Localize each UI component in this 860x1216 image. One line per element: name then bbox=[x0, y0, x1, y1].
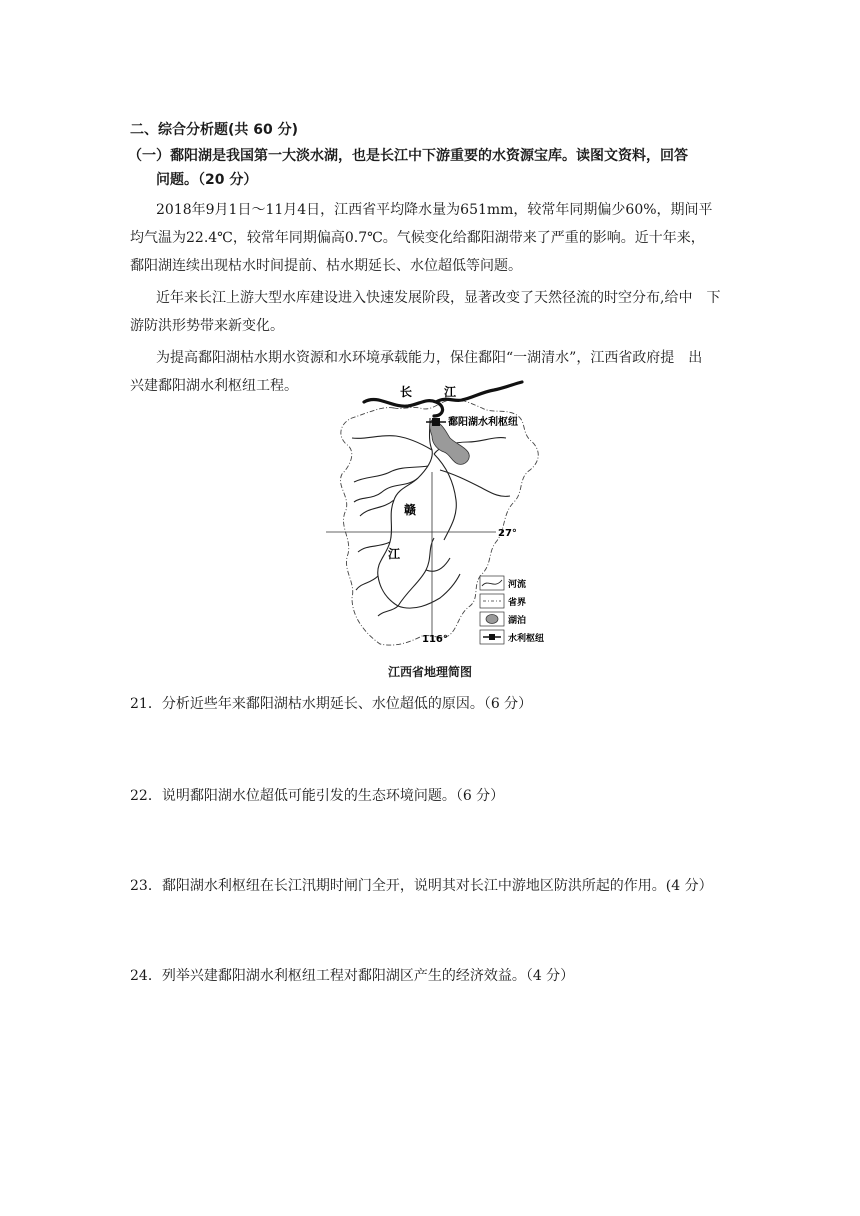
material-paragraph-3-line-2: 兴建鄱阳湖水利枢纽工程。 bbox=[130, 378, 298, 394]
material-paragraph-3: 为提高鄱阳湖枯水期水资源和水环境承载能力，保住鄱阳“一湖清水”，江西省政府提 出 bbox=[156, 350, 703, 366]
legend-hub-icon bbox=[489, 634, 495, 640]
latitude-longitude-lines bbox=[326, 472, 496, 640]
label-water-hub: 鄱阳湖水利枢纽 bbox=[448, 417, 518, 428]
material-paragraph-1-line-3: 鄱阳湖连续出现枯水时间提前、枯水期延长、水位超低等问题。 bbox=[130, 258, 522, 274]
latitude-label: 27° bbox=[498, 528, 517, 539]
jiangxi-map bbox=[322, 378, 558, 650]
section-intro: （一）鄱阳湖是我国第一大淡水湖，也是长江中下游重要的水资源宝库。读图文资料，回答 bbox=[128, 148, 688, 164]
legend-hub: 水利枢纽 bbox=[508, 634, 545, 644]
question-23: 23．鄱阳湖水利枢纽在长江汛期时闸门全开，说明其对长江中游地区防洪所起的作用。(4 分） bbox=[130, 878, 713, 894]
map-caption: 江西省地理简图 bbox=[387, 665, 472, 679]
legend-lake-icon bbox=[486, 615, 498, 624]
longitude-label: 116° bbox=[422, 634, 448, 645]
material-paragraph-1-line-2: 均气温为22.4℃，较常年同期偏高0.7℃。气候变化给鄱阳湖带来了严重的影响。近十年来， bbox=[130, 230, 705, 246]
material-paragraph-2-line-2: 游防洪形势带来新变化。 bbox=[130, 318, 284, 334]
material-paragraph-2: 近年来长江上游大型水库建设进入快速发展阶段，显著改变了天然径流的时空分布,给中 下 bbox=[156, 290, 721, 306]
legend-boundary: 省界 bbox=[508, 598, 527, 608]
label-gan: 赣 bbox=[404, 503, 417, 517]
question-22: 22．说明鄱阳湖水位超低可能引发的生态环境问题。（6 分） bbox=[130, 788, 505, 804]
material-paragraph-1: 2018年9月1日～11月4日，江西省平均降水量为651mm，较常年同期偏少60%，期间平 bbox=[156, 202, 713, 218]
map-legend bbox=[480, 576, 544, 644]
label-jiang-top: 江 bbox=[444, 385, 457, 399]
yangtze-river bbox=[364, 382, 522, 416]
label-jiang-low: 江 bbox=[388, 547, 401, 561]
legend-river: 河流 bbox=[508, 580, 527, 590]
question-24: 24．列举兴建鄱阳湖水利枢纽工程对鄱阳湖区产生的经济效益。（4 分） bbox=[130, 968, 575, 984]
label-chang: 长 bbox=[400, 385, 413, 399]
section-title: 二、综合分析题(共 60 分) bbox=[130, 122, 299, 138]
water-hub-icon bbox=[426, 418, 446, 426]
section-intro-cont: 问题。（20 分） bbox=[156, 172, 258, 188]
legend-lake: 湖泊 bbox=[508, 616, 527, 626]
question-21: 21．分析近些年来鄱阳湖枯水期延长、水位超低的原因。（6 分） bbox=[130, 696, 533, 712]
